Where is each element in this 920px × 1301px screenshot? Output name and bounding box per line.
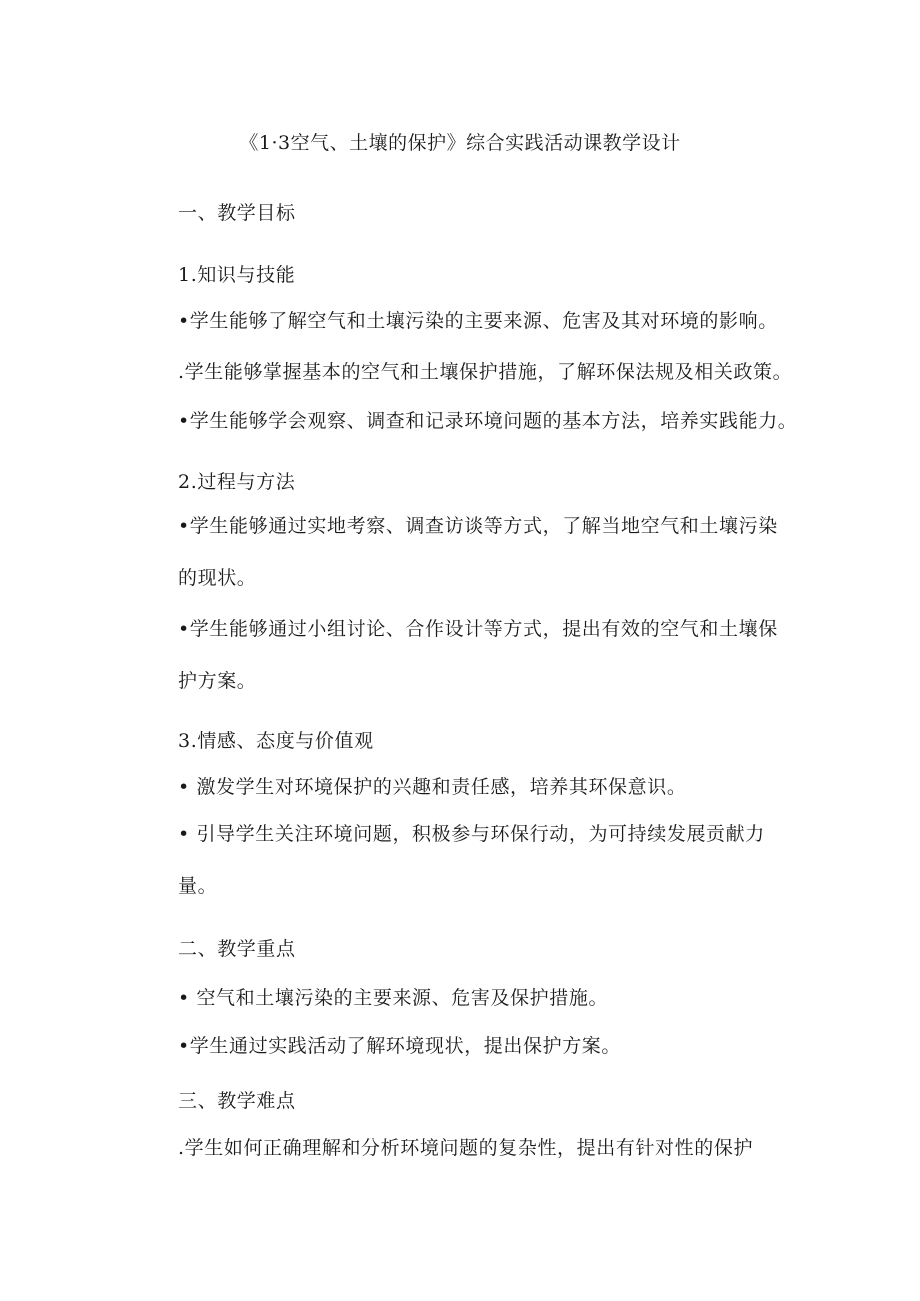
section-heading-key-points: 二、教学重点 xyxy=(178,938,296,960)
subheading-knowledge-skills: 1.知识与技能 xyxy=(178,264,296,286)
bullet-item: .学生如何正确理解和分析环境问题的复杂性，提出有针对性的保护 xyxy=(178,1137,754,1159)
bullet-item: •学生能够通过实地考察、调查访谈等方式，了解当地空气和土壤污染的现状。 xyxy=(178,515,778,589)
section-heading-difficulties: 三、教学难点 xyxy=(178,1090,296,1112)
bullet-item: •学生能够了解空气和土壤污染的主要来源、危害及其对环境的影响。 xyxy=(178,310,778,332)
bullet-item: • 空气和土壤污染的主要来源、危害及保护措施。 xyxy=(178,987,609,1009)
bullet-item: •学生通过实践活动了解环境现状，提出保护方案。 xyxy=(178,1035,622,1057)
bullet-item: • 激发学生对环境保护的兴趣和责任感，培养其环保意识。 xyxy=(178,776,687,798)
bullet-item: • 引导学生关注环境问题，积极参与环保行动，为可持续发展贡献力量。 xyxy=(178,823,765,897)
bullet-item: •学生能够学会观察、调查和记录环境问题的基本方法，培养实践能力。 xyxy=(178,410,798,432)
subheading-process-methods: 2.过程与方法 xyxy=(178,471,296,493)
bullet-item: .学生能够掌握基本的空气和土壤保护措施，了解环保法规及相关政策。 xyxy=(178,361,793,383)
document-title: 《1·3空气、土壤的保护》综合实践活动课教学设计 xyxy=(239,132,681,154)
subheading-attitude-values: 3.情感、态度与价值观 xyxy=(178,730,374,752)
section-heading-objectives: 一、教学目标 xyxy=(178,202,296,224)
bullet-item: •学生能够通过小组讨论、合作设计等方式，提出有效的空气和土壤保护方案。 xyxy=(178,618,778,692)
